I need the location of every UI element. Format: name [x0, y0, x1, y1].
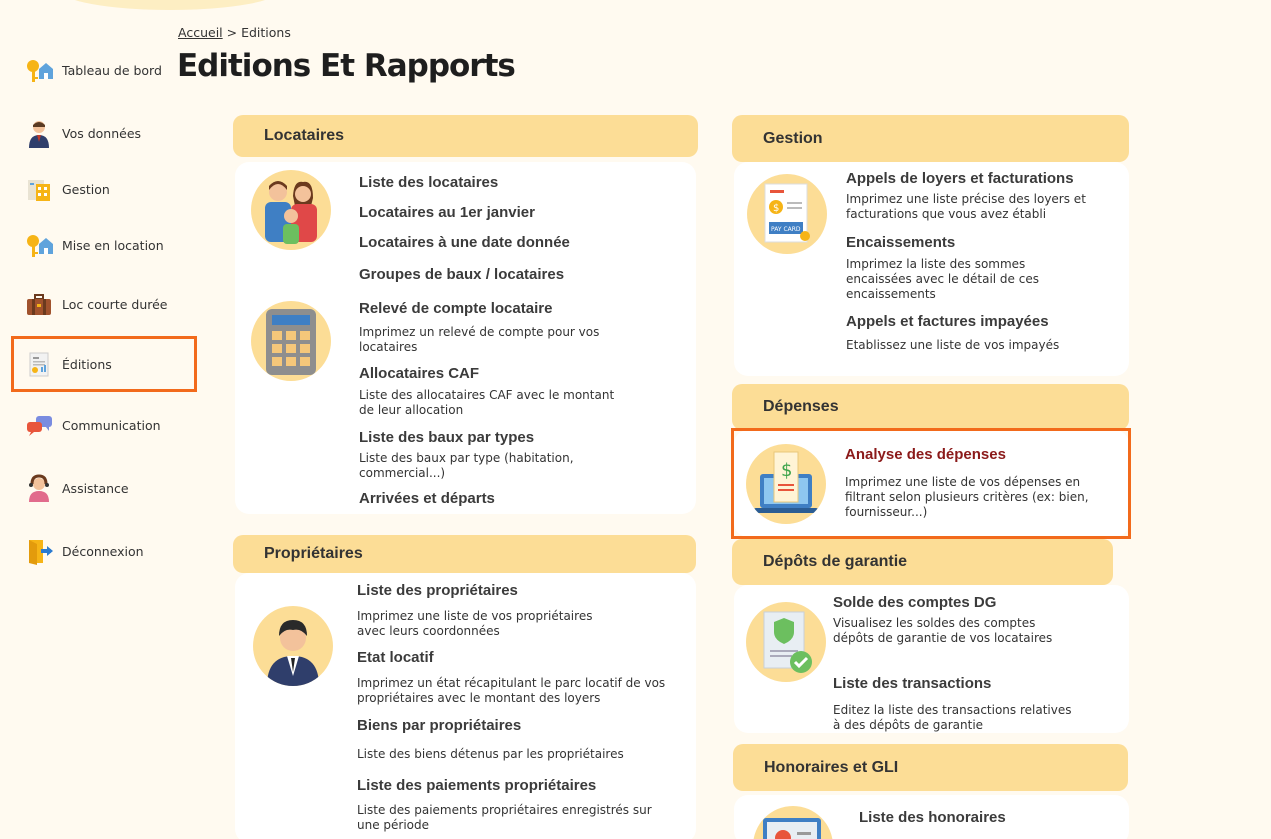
depenses-card-header: Dépenses [732, 384, 1129, 430]
proprietaires-description: Imprimez une liste de vos propriétaires avec leurs coordonnées [357, 609, 593, 638]
appels-description: Imprimez une liste précise des loyers et facturations que vous avez établi [846, 192, 1086, 221]
sidebar-item-label: Gestion [62, 181, 110, 197]
sidebar-item-label: Déconnexion [62, 543, 144, 559]
link-locataires-date-donnee[interactable]: Locataires à une date donnée [359, 234, 570, 251]
sidebar-item-label: Tableau de bord [62, 62, 162, 78]
link-biens-par-proprietaires[interactable]: Biens par propriétaires [357, 717, 522, 734]
invoice-icon [747, 174, 827, 254]
honoraires-card-header: Honoraires et GLI [733, 744, 1128, 791]
link-liste-des-honoraires[interactable]: Liste des honoraires [859, 809, 1006, 826]
active-item-highlight [11, 336, 197, 392]
link-arrivees-et-departs[interactable]: Arrivées et départs [359, 490, 495, 507]
encaissements-description: Imprimez la liste des sommes encaissées avec le détail de ces encaissements [846, 257, 1039, 301]
sidebar-item-mise-en-location[interactable] [22, 228, 164, 262]
selected-link-highlight [731, 428, 1131, 539]
svg-text:$: $ [773, 203, 780, 214]
transactions-description: Editez la liste des transactions relatives à des dépôts de garantie [833, 703, 1072, 732]
sidebar-item-assistance[interactable] [22, 471, 129, 505]
impayes-description: Etablissez une liste de vos impayés [846, 338, 1060, 352]
breadcrumb-separator: > [226, 25, 238, 40]
breadcrumb [178, 25, 291, 40]
analyse-description: Imprimez une liste de vos dépenses en filtrant selon plusieurs critères (ex: bien, fournisseur...) [845, 475, 1089, 519]
link-analyse-des-depenses[interactable]: Analyse des dépenses [845, 446, 1006, 463]
caf-description: Liste des allocataires CAF avec le montant de leur allocation [359, 388, 615, 417]
sidebar-item-deconnexion[interactable] [22, 534, 144, 568]
support-agent-icon [22, 471, 56, 505]
link-baux-par-types[interactable]: Liste des baux par types [359, 429, 535, 446]
link-groupes-de-baux[interactable]: Groupes de baux / locataires [359, 266, 565, 283]
link-liste-des-transactions[interactable]: Liste des transactions [833, 675, 992, 692]
sidebar-item-label: Loc courte durée [62, 296, 168, 312]
link-solde-comptes-dg[interactable]: Solde des comptes DG [833, 594, 997, 611]
proprietaires-card-header: Propriétaires [233, 535, 696, 573]
owner-icon [253, 606, 333, 686]
link-encaissements[interactable]: Encaissements [846, 234, 956, 251]
link-etat-locatif[interactable]: Etat locatif [357, 649, 434, 666]
link-releve-de-compte[interactable]: Relevé de compte locataire [359, 300, 553, 317]
sidebar-item-gestion[interactable] [22, 172, 110, 206]
biens-description: Liste des biens détenus par les propriétaires [357, 747, 624, 761]
sidebar-item-label: Mise en location [62, 237, 164, 253]
sidebar-item-loc-courte-duree[interactable] [22, 287, 168, 321]
link-paiements-proprietaires[interactable]: Liste des paiements propriétaires [357, 777, 597, 794]
releve-description: Imprimez un relevé de compte pour vos locataires [359, 325, 600, 354]
sidebar-item-tableau-de-bord[interactable] [22, 53, 162, 87]
pay-card-label: PAY CARD [771, 226, 801, 233]
logout-icon [22, 534, 56, 568]
link-appels-de-loyers[interactable]: Appels de loyers et facturations [846, 170, 1074, 187]
paiements-description: Liste des paiements propriétaires enregistrés sur une période [357, 803, 652, 832]
page-title: Editions Et Rapports [177, 48, 515, 84]
suitcase-icon [22, 287, 56, 321]
sidebar [0, 0, 200, 839]
link-locataires-1er-janvier[interactable]: Locataires au 1er janvier [359, 204, 535, 221]
etat-locatif-description: Imprimez un état récapitulant le parc locatif de vos propriétaires avec le montant des loyers [357, 676, 666, 705]
breadcrumb-home-link[interactable]: Accueil [178, 25, 223, 40]
depots-card-header: Dépôts de garantie [732, 539, 1113, 585]
link-liste-des-proprietaires[interactable]: Liste des propriétaires [357, 582, 518, 599]
family-icon [251, 170, 331, 250]
gestion-card-header: Gestion [732, 115, 1129, 162]
svg-text:$: $ [781, 460, 793, 481]
house-key-icon [22, 228, 56, 262]
sidebar-item-communication[interactable] [22, 408, 161, 442]
link-appels-impayes[interactable]: Appels et factures impayées [846, 313, 1049, 330]
user-icon [22, 116, 56, 150]
certificate-icon [746, 602, 826, 682]
sidebar-item-label: Assistance [62, 480, 129, 496]
sidebar-item-label: Éditions [62, 356, 112, 372]
house-key-icon [22, 53, 56, 87]
sidebar-item-vos-donnees[interactable] [22, 116, 141, 150]
baux-types-description: Liste des baux par type (habitation, commercial...) [359, 451, 574, 480]
calculator-icon [251, 301, 331, 381]
link-liste-des-locataires[interactable]: Liste des locataires [359, 174, 499, 191]
building-icon [22, 172, 56, 206]
solde-description: Visualisez les soldes des comptes dépôts de garantie de vos locataires [833, 616, 1053, 645]
chat-icon [22, 408, 56, 442]
link-allocataires-caf[interactable]: Allocataires CAF [359, 365, 480, 382]
sidebar-item-label: Communication [62, 417, 161, 433]
locataires-card-header: Locataires [233, 115, 698, 157]
sidebar-item-label: Vos données [62, 125, 142, 141]
breadcrumb-current: Editions [241, 25, 291, 40]
